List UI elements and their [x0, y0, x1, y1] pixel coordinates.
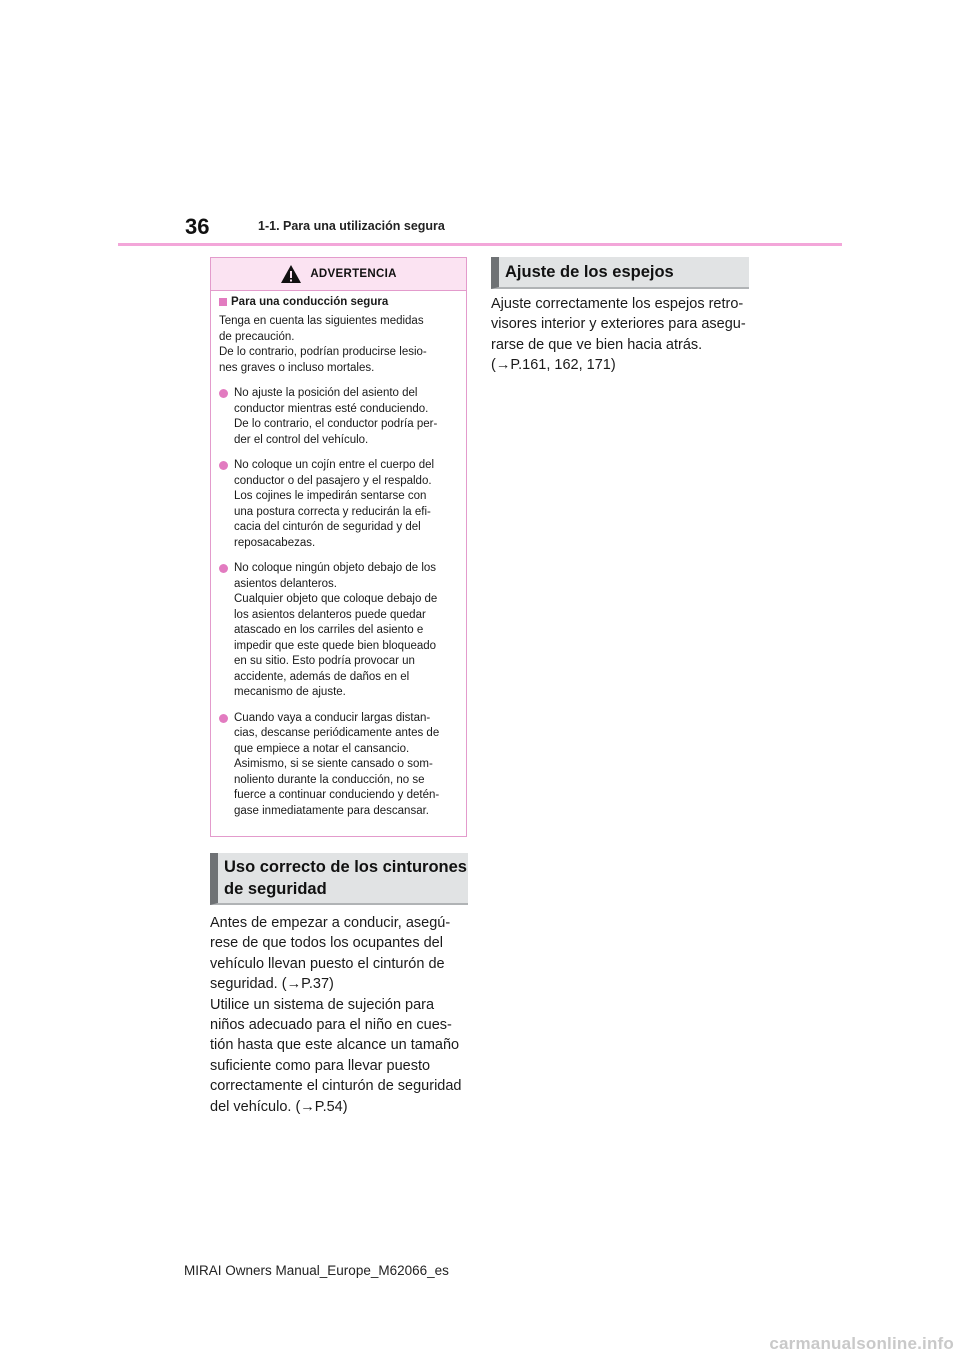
watermark: carmanualsonline.info	[769, 1334, 954, 1353]
warning-intro	[219, 314, 458, 376]
warning-intro-text: Tenga en cuenta las siguientes medidas de precaución. De lo contrario, podrían producirse lesio- nes graves o incluso mortales.	[219, 315, 427, 374]
circle-bullet-icon	[219, 461, 228, 470]
warning-title: ADVERTENCIA	[310, 268, 397, 280]
warning-header	[211, 258, 466, 291]
mirrors-heading-text: Ajuste de los espejos	[505, 263, 674, 281]
warning-item-text: Cuando vaya a conducir largas distan- cias, descanse periódicamente antes de que empiece a notar el cansancio. Asimismo, si se siente cansado o som- noliento durante la conducción, no se fuerce a continuar conduciendo y detén- gase inmediatamente para descansar.	[234, 711, 440, 817]
square-bullet-icon	[219, 298, 227, 306]
warning-heading	[219, 295, 458, 310]
seatbelts-heading-text: Uso correcto de los cinturones de seguridad	[224, 858, 467, 898]
seatbelts-heading	[210, 853, 468, 905]
warning-item-text: No coloque un cojín entre el cuerpo del conductor o del pasajero y el respaldo. Los cojines le impedirán sentarse con una postura correcta y reducirán la efi- cacia del cinturón de seguridad y del reposacabezas.	[234, 459, 435, 549]
section-title: 1-1. Para una utilización segura	[258, 219, 445, 233]
warning-box	[210, 257, 467, 837]
warning-body	[211, 291, 466, 819]
warning-item	[219, 458, 458, 551]
circle-bullet-icon	[219, 564, 228, 573]
page-number: 36	[185, 214, 210, 239]
mirrors-body: Ajuste correctamente los espejos retro- visores interior y exteriores para asegu- rarse de que ve bien hacia atrás. (→P.161, 162, 171)	[491, 296, 746, 374]
warning-item-text: No coloque ningún objeto debajo de los asientos delanteros. Cualquier objeto que coloque debajo de los asientos delanteros puede quedar atascado en los carriles del asiento e impedir que este quede bien bloqueado en su sitio. Esto podría provocar un accidente, además de daños en el mecanismo de ajuste.	[234, 562, 438, 698]
warning-item	[219, 386, 458, 448]
warning-triangle-icon	[280, 264, 302, 284]
mirrors-heading	[491, 257, 749, 289]
seatbelts-body: Antes de empezar a conducir, asegú- rese de que todos los ocupantes del vehículo llevan puesto el cinturón de seguridad. (→P.37) Utilice un sistema de sujeción para niños adecuado para el niño en cues- tión hasta que este alcance un tamaño suficiente como para llevar puesto correctamente el cinturón de seguridad del vehículo. (→P.54)	[210, 915, 462, 1115]
warning-item	[219, 711, 458, 820]
warning-item-text: No ajuste la posición del asiento del conductor mientras esté conduciendo. De lo contrario, el conductor podría per- der el control del vehículo.	[234, 387, 438, 446]
circle-bullet-icon	[219, 389, 228, 398]
warning-item	[219, 561, 458, 701]
warning-heading-text: Para una conducción segura	[231, 296, 389, 308]
circle-bullet-icon	[219, 714, 228, 723]
header-divider	[118, 243, 842, 246]
footer-text: MIRAI Owners Manual_Europe_M62066_es	[184, 1263, 449, 1278]
